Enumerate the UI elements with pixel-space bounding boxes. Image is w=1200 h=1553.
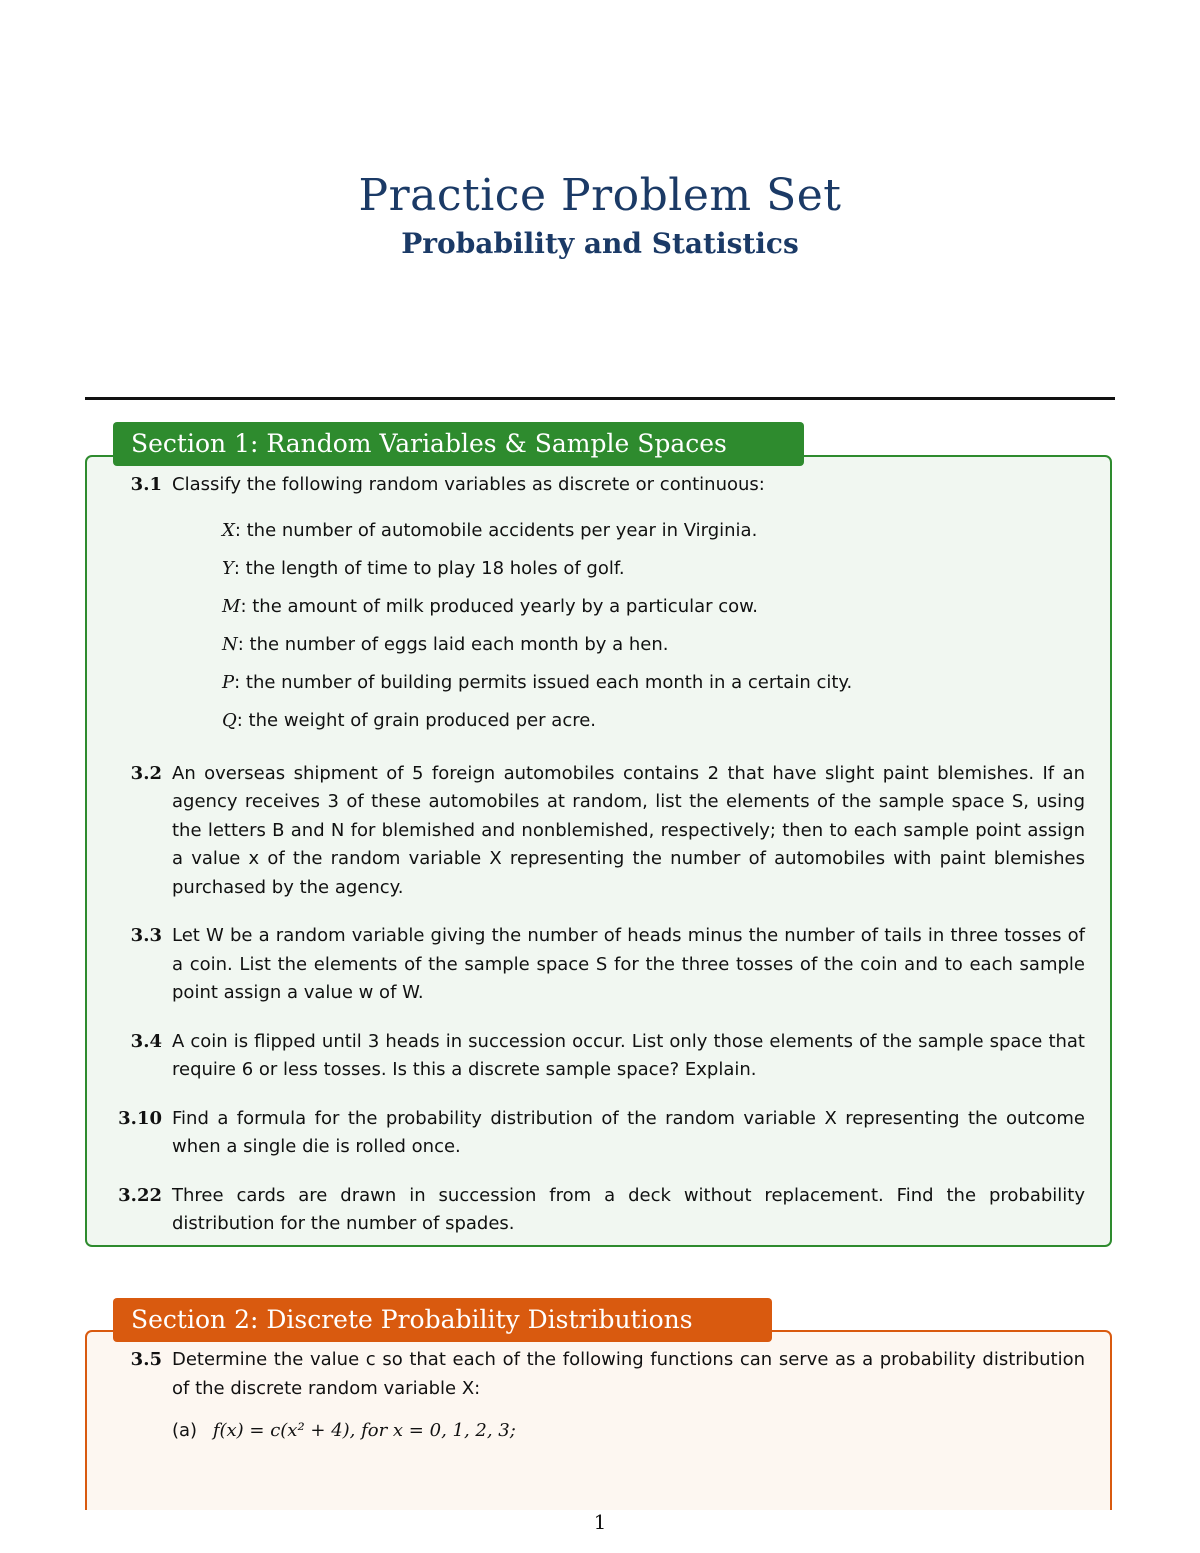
problem-3-2 bbox=[110, 760, 1085, 903]
section-2-content bbox=[110, 1346, 1085, 1466]
list-item bbox=[222, 702, 1085, 740]
problem-3-10 bbox=[110, 1105, 1085, 1162]
section-1-heading: Section 1: Random Variables & Sample Spaces bbox=[113, 422, 804, 466]
list-item bbox=[222, 664, 1085, 702]
variable-symbol: Y bbox=[222, 557, 234, 579]
variable-symbol: Q bbox=[222, 709, 237, 731]
problem-3-4 bbox=[110, 1028, 1085, 1085]
problem-number: 3.4 bbox=[130, 1030, 162, 1052]
list-item bbox=[222, 588, 1085, 626]
problem-3-5 bbox=[110, 1346, 1085, 1446]
page-number: 1 bbox=[593, 1510, 607, 1534]
problem-text: Three cards are drawn in succession from a deck without replacement. Find the probability distribution for the number of spades. bbox=[172, 1184, 1085, 1234]
list-item-text: : the number of eggs laid each month by a hen. bbox=[237, 633, 669, 655]
list-item-text: : the number of automobile accidents per year in Virginia. bbox=[234, 519, 758, 541]
problem-number: 3.2 bbox=[130, 762, 162, 784]
part-formula: f(x) = c(x² + 4), for x = 0, 1, 2, 3; bbox=[212, 1420, 516, 1441]
part-label: (a) bbox=[172, 1420, 198, 1441]
section-2-heading: Section 2: Discrete Probability Distributions bbox=[113, 1298, 772, 1342]
problem-text: A coin is flipped until 3 heads in succession occur. List only those elements of the sample space that require 6 or less tosses. Is this a discrete sample space? Explain. bbox=[172, 1030, 1085, 1080]
problem-3-22 bbox=[110, 1182, 1085, 1239]
problem-number: 3.5 bbox=[130, 1349, 162, 1370]
document-header bbox=[0, 170, 1200, 260]
variable-symbol: M bbox=[222, 595, 241, 617]
problem-text: An overseas shipment of 5 foreign automobiles contains 2 that have slight paint blemishes. If an agency receives 3 of these automobiles at random, list the elements of the sample space S, using the letters B and N for blemished and nonblemished, respectively; then to each sample point assign a value x of the random variable X representing the number of automobiles with paint blemishes purchased by the agency. bbox=[172, 762, 1085, 898]
problem-text: Let W be a random variable giving the number of heads minus the number of tails in three tosses of a coin. List the elements of the sample space S for the three tosses of the coin and to each sample point assign a value w of W. bbox=[172, 925, 1085, 1003]
problem-number: 3.22 bbox=[118, 1184, 162, 1206]
problem-text: Find a formula for the probability distribution of the random variable X representing the outcome when a single die is rolled once. bbox=[172, 1107, 1085, 1157]
list-item bbox=[222, 550, 1085, 588]
list-item-text: : the amount of milk produced yearly by a particular cow. bbox=[240, 595, 758, 617]
variable-symbol: N bbox=[222, 633, 238, 655]
variable-symbol: X bbox=[222, 519, 235, 541]
problem-text: Classify the following random variables as discrete or continuous: bbox=[172, 474, 765, 495]
section-1-content bbox=[110, 471, 1085, 1259]
list-item-text: : the length of time to play 18 holes of golf. bbox=[233, 557, 625, 579]
problem-number: 3.1 bbox=[130, 474, 162, 495]
list-item-text: : the weight of grain produced per acre. bbox=[236, 709, 597, 731]
problem-text: Determine the value c so that each of the following functions can serve as a probability distribution of the discrete random variable X: bbox=[172, 1349, 1085, 1399]
list-item bbox=[222, 512, 1085, 550]
list-item-text: : the number of building permits issued each month in a certain city. bbox=[234, 671, 853, 693]
variable-symbol: P bbox=[222, 671, 235, 693]
problem-part bbox=[172, 1417, 1085, 1446]
random-variable-list bbox=[222, 512, 1085, 740]
problem-number: 3.3 bbox=[130, 925, 162, 946]
document-title: Practice Problem Set bbox=[358, 170, 842, 221]
document-subtitle: Probability and Statistics bbox=[401, 227, 799, 260]
problem-3-1 bbox=[110, 471, 1085, 740]
problem-number: 3.10 bbox=[118, 1107, 162, 1129]
list-item bbox=[222, 626, 1085, 664]
problem-3-3 bbox=[110, 922, 1085, 1008]
horizontal-rule bbox=[85, 397, 1115, 400]
